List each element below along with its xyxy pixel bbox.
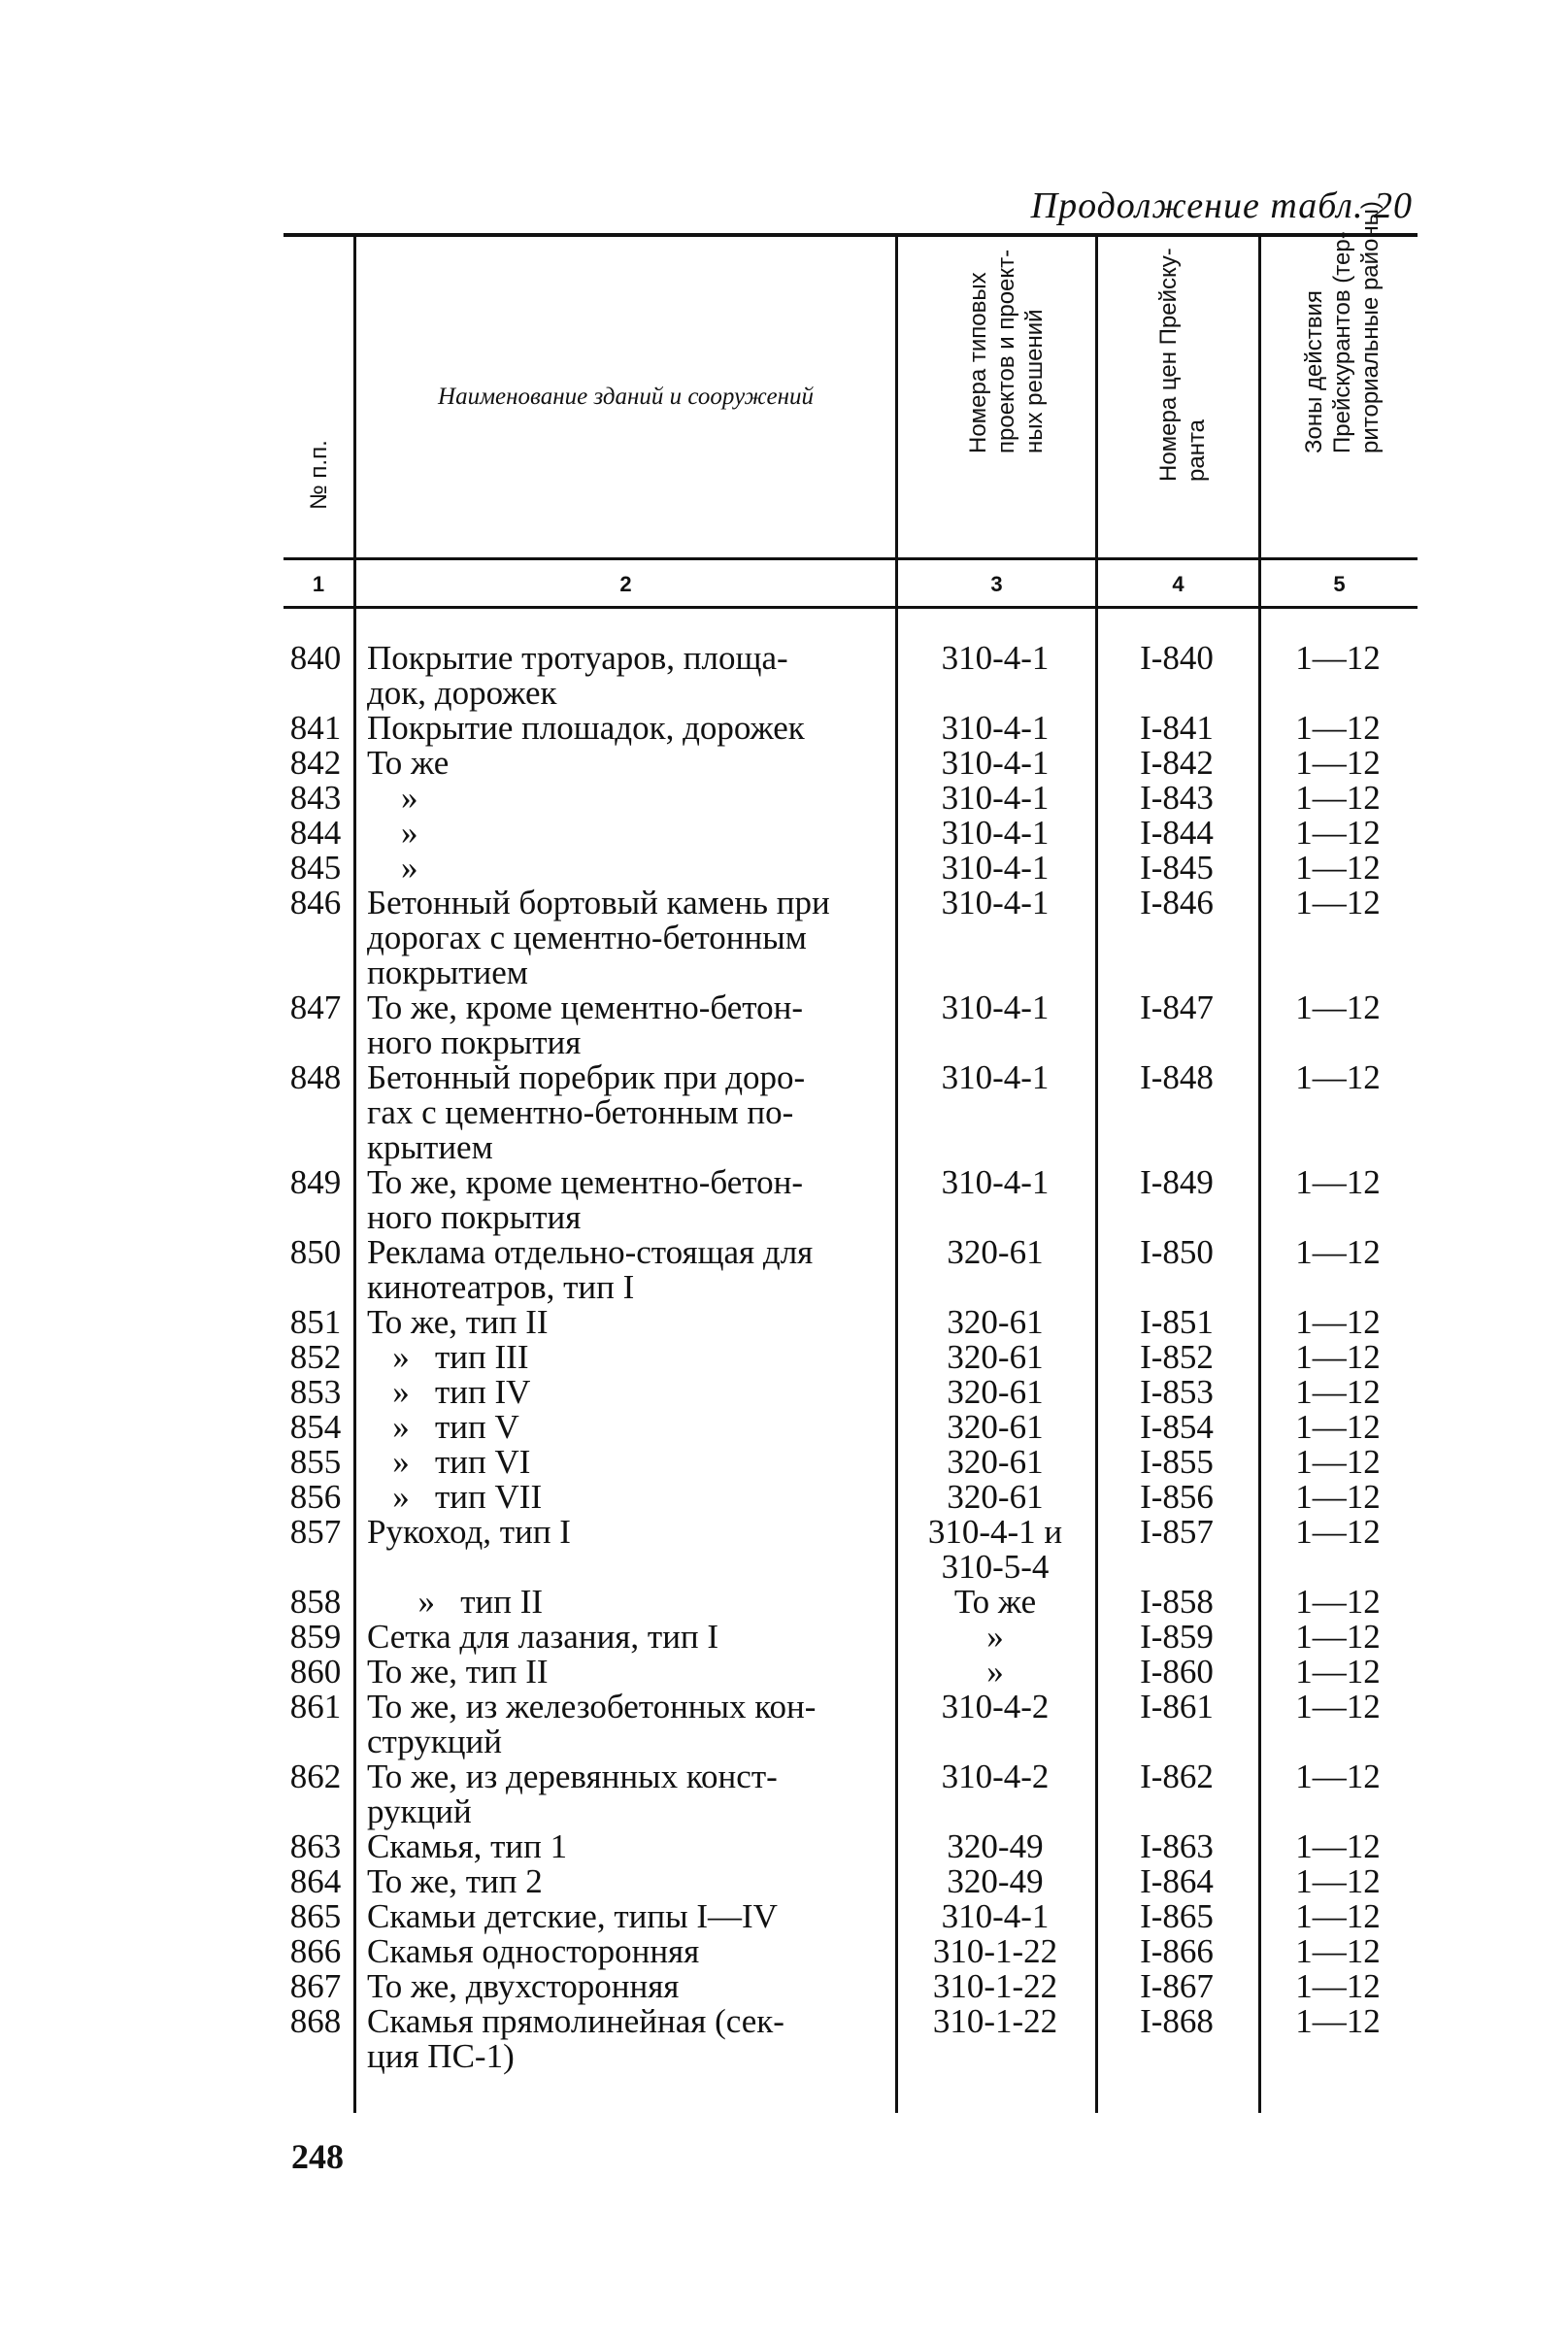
- row-project: [895, 1340, 1095, 1375]
- header-price: [1098, 237, 1258, 557]
- row-number: 868: [289, 2002, 342, 2040]
- row-name: [353, 1969, 895, 2004]
- row-name: [353, 1899, 895, 1934]
- row-project: [895, 781, 1095, 816]
- header-project: [898, 237, 1095, 557]
- row-number: 863: [289, 1827, 342, 1865]
- row-project: [895, 816, 1095, 851]
- row-name-line: » тип VII: [367, 1478, 543, 1516]
- table-row: [284, 711, 1418, 746]
- row-project-line: 310-4-1: [941, 1897, 1050, 1935]
- table-row: [284, 781, 1418, 816]
- row-name-line: То же, двухсторонняя: [367, 1967, 680, 2005]
- table-row: [284, 886, 1418, 990]
- row-number: 843: [289, 779, 342, 817]
- row-zone: 1—12: [1295, 1618, 1381, 1656]
- row-zone: 1—12: [1295, 1408, 1381, 1446]
- row-project: [895, 851, 1095, 886]
- row-project: [895, 1934, 1095, 1969]
- row-price: I-846: [1140, 884, 1214, 921]
- row-name-line: »: [367, 779, 418, 817]
- row-project: [895, 746, 1095, 781]
- row-number: 856: [289, 1478, 342, 1516]
- row-zone: 1—12: [1295, 849, 1381, 887]
- table-row: [284, 641, 1418, 711]
- row-price: I-857: [1140, 1513, 1214, 1551]
- row-number: 842: [289, 744, 342, 782]
- row-project-line: 310-4-1: [941, 639, 1050, 677]
- row-name-line: » тип II: [367, 1583, 544, 1621]
- row-price: I-858: [1140, 1583, 1214, 1621]
- table-row: [284, 816, 1418, 851]
- row-project-line: 310-4-1 и: [927, 1513, 1063, 1551]
- row-name: [353, 1655, 895, 1690]
- row-name: [353, 1934, 895, 1969]
- row-price: I-840: [1140, 639, 1214, 677]
- row-number: 864: [289, 1862, 342, 1900]
- row-name-line: крытием: [367, 1128, 493, 1166]
- header-name: [356, 237, 895, 557]
- row-project-line: 320-61: [947, 1443, 1044, 1481]
- row-name: [353, 1445, 895, 1480]
- table-row: [284, 1165, 1418, 1235]
- header-price-label: [1154, 248, 1211, 482]
- row-price: I-863: [1140, 1827, 1214, 1865]
- row-project: [895, 1829, 1095, 1864]
- page-number: 248: [291, 2137, 344, 2176]
- row-zone: 1—12: [1295, 1583, 1381, 1621]
- row-project: [895, 1410, 1095, 1445]
- row-project-line: 320-49: [947, 1862, 1044, 1900]
- row-name-line: Скамья односторонняя: [367, 1932, 700, 1970]
- row-zone: 1—12: [1295, 884, 1381, 921]
- row-name-line: То же, из деревянных конст-: [367, 1758, 778, 1795]
- row-project-line: 320-61: [947, 1478, 1044, 1516]
- row-price: I-862: [1140, 1758, 1214, 1795]
- header-line: Номера типовых: [965, 272, 991, 453]
- row-price: I-868: [1140, 2002, 1214, 2040]
- row-zone: 1—12: [1295, 1967, 1381, 2005]
- row-project-line: 310-4-1: [941, 1163, 1050, 1201]
- row-price: I-847: [1140, 988, 1214, 1026]
- row-project: [895, 1899, 1095, 1934]
- row-project: [895, 1690, 1095, 1759]
- row-price: I-841: [1140, 709, 1214, 747]
- row-price: I-851: [1140, 1303, 1214, 1341]
- row-name-line: Покрытие плошадок, дорожек: [367, 709, 805, 747]
- row-project: [895, 1375, 1095, 1410]
- table-row: [284, 1655, 1418, 1690]
- row-project: [895, 1480, 1095, 1515]
- row-number: 860: [289, 1653, 342, 1691]
- column-number: 4: [1172, 572, 1184, 596]
- row-name: [353, 1340, 895, 1375]
- table-row: [284, 1410, 1418, 1445]
- row-name-line: дорогах с цементно-бетонным: [367, 919, 807, 956]
- row-zone: 1—12: [1295, 2002, 1381, 2040]
- row-project: [895, 886, 1095, 990]
- row-number: 845: [289, 849, 342, 887]
- row-zone: 1—12: [1295, 779, 1381, 817]
- row-name-line: То же: [367, 744, 450, 782]
- row-zone: 1—12: [1295, 1478, 1381, 1516]
- row-name-line: То же, кроме цементно-бетон-: [367, 988, 803, 1026]
- row-name: [353, 1864, 895, 1899]
- row-number: 855: [289, 1443, 342, 1481]
- row-project-line: 310-4-1: [941, 988, 1050, 1026]
- row-number: 866: [289, 1932, 342, 1970]
- row-name-line: ного покрытия: [367, 1023, 582, 1061]
- row-project: [895, 1515, 1095, 1585]
- row-zone: 1—12: [1295, 1233, 1381, 1271]
- row-zone: 1—12: [1295, 639, 1381, 677]
- column-number: 5: [1333, 572, 1346, 596]
- row-number: 854: [289, 1408, 342, 1446]
- row-project-line: 310-1-22: [932, 1932, 1058, 1970]
- row-project-line: 310-4-1: [941, 779, 1050, 817]
- table-row: [284, 1340, 1418, 1375]
- row-name-line: рукций: [367, 1792, 472, 1830]
- header-name-label: Наименование зданий и сооружений: [438, 384, 814, 410]
- row-zone: 1—12: [1295, 1653, 1381, 1691]
- row-name: [353, 2004, 895, 2074]
- row-project-line: 320-61: [947, 1373, 1044, 1411]
- table-row: [284, 1445, 1418, 1480]
- row-name: [353, 990, 895, 1060]
- row-number: 859: [289, 1618, 342, 1656]
- table-row: [284, 851, 1418, 886]
- row-zone: 1—12: [1295, 1862, 1381, 1900]
- row-project-line: 310-4-1: [941, 709, 1050, 747]
- row-name-line: ного покрытия: [367, 1198, 582, 1236]
- row-name: [353, 781, 895, 816]
- table-row: [284, 1375, 1418, 1410]
- header-project-label: [964, 250, 1049, 453]
- row-project-line: »: [986, 1618, 1004, 1656]
- row-name: [353, 1060, 895, 1165]
- row-price: I-865: [1140, 1897, 1214, 1935]
- row-name: [353, 1620, 895, 1655]
- row-project-line: 310-4-2: [941, 1688, 1050, 1725]
- row-name: [353, 1585, 895, 1620]
- row-project-line: 320-61: [947, 1408, 1044, 1446]
- table-row: [284, 1690, 1418, 1759]
- row-project: [895, 1969, 1095, 2004]
- row-number: 858: [289, 1583, 342, 1621]
- row-name-line: гах с цементно-бетонным по-: [367, 1093, 794, 1131]
- row-name-line: док, дорожек: [367, 674, 557, 712]
- header-number-label: № п.п.: [306, 440, 332, 510]
- row-name: [353, 886, 895, 990]
- row-zone: 1—12: [1295, 1688, 1381, 1725]
- row-price: I-860: [1140, 1653, 1214, 1691]
- row-project: [895, 1445, 1095, 1480]
- row-project-line: 310-4-1: [941, 814, 1050, 852]
- row-name-line: Скамья, тип 1: [367, 1827, 568, 1865]
- row-price: I-849: [1140, 1163, 1214, 1201]
- row-name-line: То же, тип II: [367, 1653, 549, 1691]
- table-row: [284, 1305, 1418, 1340]
- row-project: [895, 1759, 1095, 1829]
- row-name-line: Сетка для лазания, тип I: [367, 1618, 719, 1656]
- row-project-line: 310-4-1: [941, 884, 1050, 921]
- header-line: Зоны действия: [1301, 290, 1327, 453]
- row-name: [353, 641, 895, 711]
- row-number: 865: [289, 1897, 342, 1935]
- column-number: 1: [312, 572, 325, 596]
- row-project-line: 310-5-4: [941, 1548, 1050, 1586]
- row-name: [353, 851, 895, 886]
- header-line: риториальные районы): [1357, 201, 1384, 453]
- table-row: [284, 1515, 1418, 1585]
- row-name-line: ция ПС-1): [367, 2037, 515, 2075]
- table-row: [284, 1864, 1418, 1899]
- row-name-line: »: [367, 849, 418, 887]
- table-row: [284, 1934, 1418, 1969]
- row-number: 847: [289, 988, 342, 1026]
- row-name: [353, 1375, 895, 1410]
- row-name-line: » тип V: [367, 1408, 519, 1446]
- row-name-line: кинотеатров, тип I: [367, 1268, 635, 1306]
- row-price: I-854: [1140, 1408, 1214, 1446]
- header-zone-label: [1300, 201, 1385, 453]
- row-zone: 1—12: [1295, 988, 1381, 1026]
- row-project: [895, 1585, 1095, 1620]
- row-project-line: 320-49: [947, 1827, 1044, 1865]
- column-number: 3: [990, 572, 1003, 596]
- row-number: 867: [289, 1967, 342, 2005]
- row-name: [353, 1829, 895, 1864]
- row-name-line: Скамьи детские, типы I—IV: [367, 1897, 778, 1935]
- row-name: [353, 1690, 895, 1759]
- row-number: 844: [289, 814, 342, 852]
- table-row: [284, 746, 1418, 781]
- row-project-line: 320-61: [947, 1338, 1044, 1376]
- table-body: [284, 641, 1418, 2074]
- row-number: 851: [289, 1303, 342, 1341]
- table-row: [284, 1480, 1418, 1515]
- row-name-line: Бетонный поребрик при доро-: [367, 1058, 806, 1096]
- row-price: I-864: [1140, 1862, 1214, 1900]
- row-project: [895, 990, 1095, 1060]
- row-zone: 1—12: [1295, 1932, 1381, 1970]
- header-line: ных решений: [1021, 309, 1048, 453]
- row-number: 849: [289, 1163, 342, 1201]
- row-name-line: струкций: [367, 1723, 502, 1760]
- row-name-line: » тип III: [367, 1338, 529, 1376]
- row-name-line: То же, тип II: [367, 1303, 549, 1341]
- row-name-line: Бетонный бортовый камень при: [367, 884, 830, 921]
- row-name: [353, 1165, 895, 1235]
- row-name-line: То же, тип 2: [367, 1862, 543, 1900]
- row-name: [353, 1235, 895, 1305]
- header-line: ранта: [1184, 419, 1210, 482]
- row-price: I-853: [1140, 1373, 1214, 1411]
- row-project: [895, 1235, 1095, 1305]
- row-name-line: Покрытие тротуаров, площа-: [367, 639, 788, 677]
- row-name-line: » тип IV: [367, 1373, 531, 1411]
- row-project: [895, 1620, 1095, 1655]
- row-number: 862: [289, 1758, 342, 1795]
- table-row: [284, 1969, 1418, 2004]
- table-row: [284, 1759, 1418, 1829]
- row-project: [895, 641, 1095, 711]
- row-project-line: То же: [953, 1583, 1037, 1621]
- row-project: [895, 1655, 1095, 1690]
- row-number: 857: [289, 1513, 342, 1551]
- row-zone: 1—12: [1295, 1758, 1381, 1795]
- row-name-line: » тип VI: [367, 1443, 531, 1481]
- row-price: I-850: [1140, 1233, 1214, 1271]
- row-price: I-844: [1140, 814, 1214, 852]
- row-price: I-852: [1140, 1338, 1214, 1376]
- header-number: [284, 237, 353, 557]
- row-zone: 1—12: [1295, 1338, 1381, 1376]
- row-number: 850: [289, 1233, 342, 1271]
- row-price: I-845: [1140, 849, 1214, 887]
- row-name: [353, 1305, 895, 1340]
- row-project-line: 310-4-1: [941, 744, 1050, 782]
- row-project: [895, 711, 1095, 746]
- row-zone: 1—12: [1295, 1373, 1381, 1411]
- row-project: [895, 1165, 1095, 1235]
- row-zone: 1—12: [1295, 1513, 1381, 1551]
- row-name-line: То же, кроме цементно-бетон-: [367, 1163, 803, 1201]
- row-project-line: 310-1-22: [932, 1967, 1058, 2005]
- row-name: [353, 1410, 895, 1445]
- row-number: 846: [289, 884, 342, 921]
- row-project: [895, 1864, 1095, 1899]
- table-row: [284, 1585, 1418, 1620]
- row-price: I-856: [1140, 1478, 1214, 1516]
- row-zone: 1—12: [1295, 1827, 1381, 1865]
- table-row: [284, 990, 1418, 1060]
- row-name-line: Рукоход, тип I: [367, 1513, 571, 1551]
- row-project-line: »: [986, 1653, 1004, 1691]
- row-number: 852: [289, 1338, 342, 1376]
- table-caption: Продолжение табл. 20: [1030, 185, 1413, 226]
- row-price: I-842: [1140, 744, 1214, 782]
- table-row: [284, 1060, 1418, 1165]
- header-line: Номера цен Прейску-: [1155, 248, 1182, 482]
- row-zone: 1—12: [1295, 709, 1381, 747]
- row-price: I-867: [1140, 1967, 1214, 2005]
- table-row: [284, 1899, 1418, 1934]
- colnum-bottom-rule: [284, 606, 1418, 609]
- row-number: 853: [289, 1373, 342, 1411]
- row-number: 841: [289, 709, 342, 747]
- header-zone: [1261, 201, 1418, 557]
- header-line: Прейскурантов (тер-: [1329, 231, 1355, 453]
- row-project-line: 310-4-2: [941, 1758, 1050, 1795]
- row-number: 848: [289, 1058, 342, 1096]
- row-name-line: »: [367, 814, 418, 852]
- row-project: [895, 1305, 1095, 1340]
- row-zone: 1—12: [1295, 1303, 1381, 1341]
- row-price: I-848: [1140, 1058, 1214, 1096]
- row-number: 840: [289, 639, 342, 677]
- row-price: I-861: [1140, 1688, 1214, 1725]
- row-name: [353, 1515, 895, 1585]
- row-project: [895, 2004, 1095, 2074]
- row-number: 861: [289, 1688, 342, 1725]
- row-name: [353, 816, 895, 851]
- column-number: 2: [619, 572, 632, 596]
- row-price: I-843: [1140, 779, 1214, 817]
- row-project: [895, 1060, 1095, 1165]
- table-row: [284, 1829, 1418, 1864]
- row-name-line: Реклама отдельно-стоящая для: [367, 1233, 814, 1271]
- table-row: [284, 1235, 1418, 1305]
- header-bottom-rule: [284, 557, 1418, 560]
- row-zone: 1—12: [1295, 1163, 1381, 1201]
- row-zone: 1—12: [1295, 814, 1381, 852]
- row-name: [353, 1480, 895, 1515]
- header-line: проектов и проект-: [993, 249, 1019, 453]
- row-project-line: 310-4-1: [941, 1058, 1050, 1096]
- row-name-line: покрытием: [367, 954, 528, 991]
- row-project-line: 310-4-1: [941, 849, 1050, 887]
- row-price: I-866: [1140, 1932, 1214, 1970]
- row-name: [353, 711, 895, 746]
- row-name-line: Скамья прямолинейная (сек-: [367, 2002, 784, 2040]
- row-project-line: 320-61: [947, 1233, 1044, 1271]
- row-zone: 1—12: [1295, 1443, 1381, 1481]
- row-project-line: 310-1-22: [932, 2002, 1058, 2040]
- row-price: I-855: [1140, 1443, 1214, 1481]
- row-project-line: 320-61: [947, 1303, 1044, 1341]
- table-row: [284, 2004, 1418, 2074]
- row-name: [353, 746, 895, 781]
- row-name-line: То же, из железобетонных кон-: [367, 1688, 817, 1725]
- row-zone: 1—12: [1295, 744, 1381, 782]
- row-price: I-859: [1140, 1618, 1214, 1656]
- row-zone: 1—12: [1295, 1897, 1381, 1935]
- table-row: [284, 1620, 1418, 1655]
- row-name: [353, 1759, 895, 1829]
- row-zone: 1—12: [1295, 1058, 1381, 1096]
